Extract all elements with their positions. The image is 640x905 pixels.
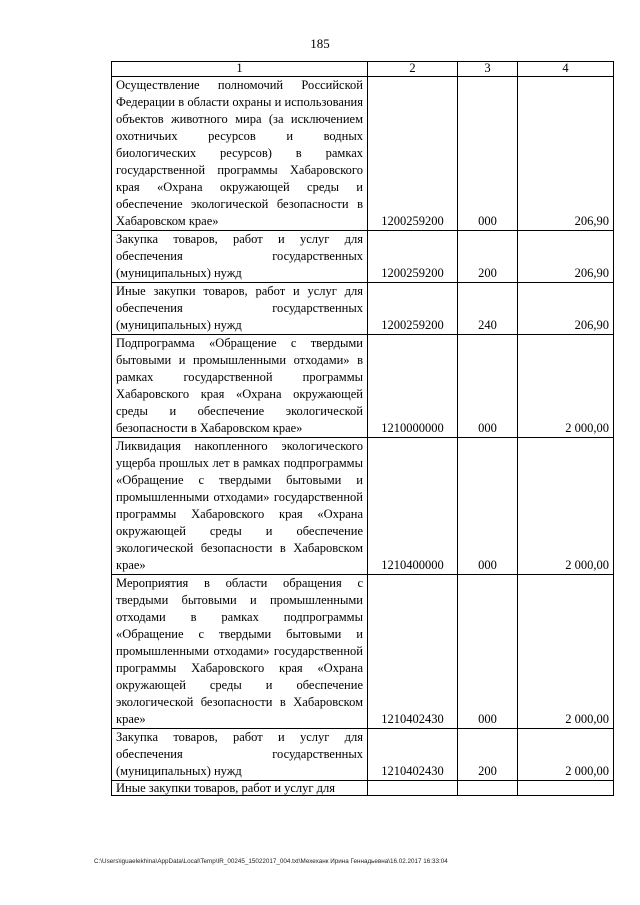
row-type: 000 <box>458 335 518 438</box>
row-code: 1200259200 <box>368 231 458 283</box>
row-type: 240 <box>458 283 518 335</box>
row-type: 000 <box>458 575 518 729</box>
table-row <box>112 77 614 231</box>
row-type <box>458 781 518 796</box>
table-row-truncated <box>112 781 614 796</box>
row-sum: 2 000,00 <box>518 335 614 438</box>
page-number: 185 <box>310 36 330 51</box>
row-type: 200 <box>458 729 518 781</box>
column-header-sum: 4 <box>518 62 614 77</box>
row-name: Мероприятия в области обращения с твердыми бытовыми и промышленными отходами в рамках подпрограммы «Обращение с твердыми бытовыми и промышленными отходами» государственной программы Хабаровского края «Охрана окружающей среды и обеспечение экологической безопасности в Хабаровском крае» <box>112 575 368 729</box>
row-code: 1200259200 <box>368 77 458 231</box>
table-row <box>112 438 614 575</box>
row-code: 1210402430 <box>368 575 458 729</box>
row-name: Закупка товаров, работ и услуг для обеспечения государственных (муниципальных) нужд <box>112 231 368 283</box>
row-name: Иные закупки товаров, работ и услуг для обеспечения государственных (муниципальных) нужд <box>112 283 368 335</box>
row-code: 1200259200 <box>368 283 458 335</box>
row-name: Закупка товаров, работ и услуг для обеспечения государственных (муниципальных) нужд <box>112 729 368 781</box>
row-type: 200 <box>458 231 518 283</box>
row-sum: 2 000,00 <box>518 575 614 729</box>
row-name: Подпрограмма «Обращение с твердыми бытовыми и промышленными отходами» в рамках государственной программы Хабаровского края «Охрана окружающей среды и обеспечение экологической безопасности в Хабаровском крае» <box>112 335 368 438</box>
header-row <box>112 62 614 77</box>
row-code: 1210000000 <box>368 335 458 438</box>
column-header-type: 3 <box>458 62 518 77</box>
budget-table <box>111 61 614 796</box>
row-code <box>368 781 458 796</box>
column-header-name: 1 <box>112 62 368 77</box>
table-row <box>112 335 614 438</box>
row-sum: 206,90 <box>518 283 614 335</box>
row-type: 000 <box>458 438 518 575</box>
table-row <box>112 729 614 781</box>
row-sum <box>518 781 614 796</box>
table-row <box>112 231 614 283</box>
row-type: 000 <box>458 77 518 231</box>
row-sum: 206,90 <box>518 77 614 231</box>
row-name: Осуществление полномочий Российской Федерации в области охраны и использования объектов животного мира (за исключением охотничьих ресурсов и водных биологических ресурсов) в рамках государственной программы Хабаровского края «Охрана окружающей среды и обеспечение экологической безопасности в Хабаровском крае» <box>112 77 368 231</box>
row-code: 1210402430 <box>368 729 458 781</box>
table-row <box>112 283 614 335</box>
row-sum: 2 000,00 <box>518 729 614 781</box>
file-path-footer: C:\Users\iguaelekhina\AppData\Local\Temp\IR_00245_15022017_004.txt\Мехеханк Ирина Геннадьевна\16.02.2017 16:33:04 <box>94 858 448 865</box>
row-sum: 2 000,00 <box>518 438 614 575</box>
row-code: 1210400000 <box>368 438 458 575</box>
row-name: Иные закупки товаров, работ и услуг для <box>112 781 368 796</box>
row-sum: 206,90 <box>518 231 614 283</box>
column-header-code: 2 <box>368 62 458 77</box>
row-name: Ликвидация накопленного экологического ущерба прошлых лет в рамках подпрограммы «Обращение с твердыми бытовыми и промышленными отходами» государственной программы Хабаровского края «Охрана окружающей среды и обеспечение экологической безопасности в Хабаровском крае» <box>112 438 368 575</box>
table-row <box>112 575 614 729</box>
